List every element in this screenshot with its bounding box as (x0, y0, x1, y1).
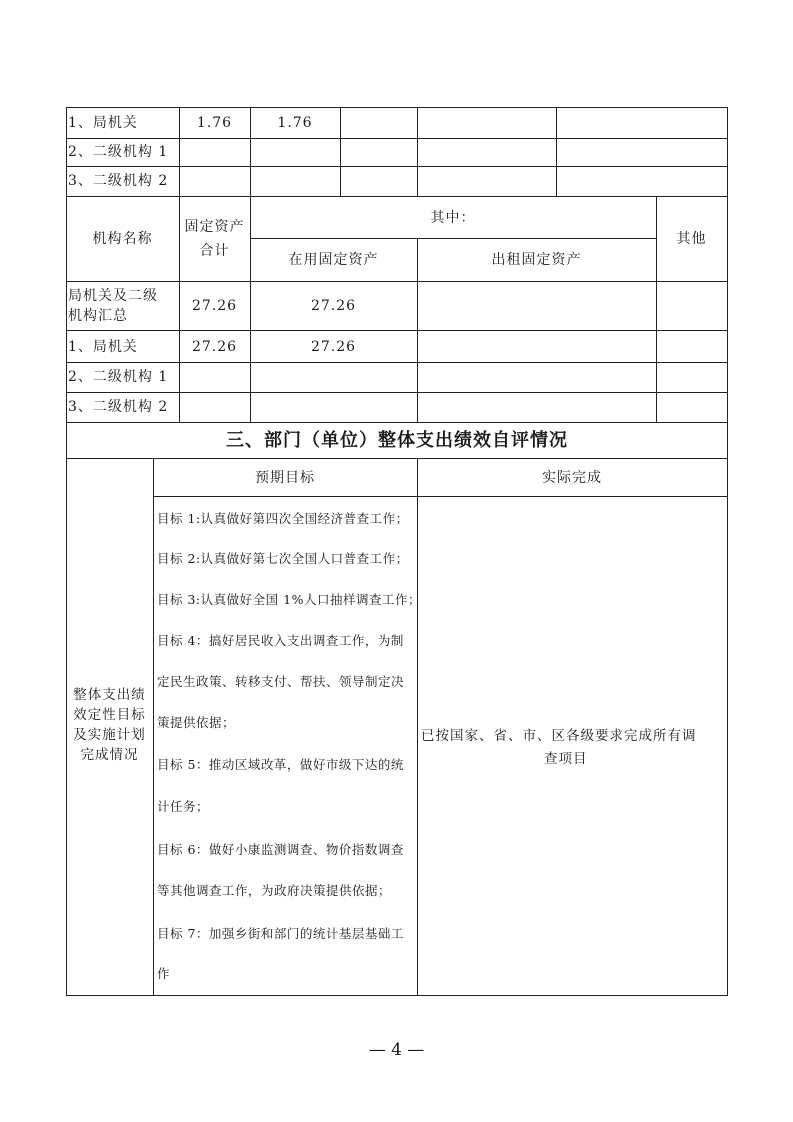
goal-line: 计任务； (157, 799, 210, 814)
goal-line: 等其他调查工作，为政府决策提供依据； (157, 883, 392, 898)
table-cell-value: 1.76 (196, 115, 233, 131)
header-total-line2: 合计 (199, 243, 230, 259)
goal-line: 目标 1:认真做好第四次全国经济普查工作； (157, 511, 409, 526)
goal-line: 策提供依据； (157, 715, 236, 730)
left-label-line: 完成情况 (80, 747, 139, 763)
header-total-line1: 固定资产 (184, 219, 245, 235)
left-label-line: 效定性目标 (73, 707, 146, 723)
table-row-label: 3、二级机构 2 (68, 399, 169, 415)
table-cell-value: 27.26 (191, 339, 238, 355)
goal-line: 目标 4：搞好居民收入支出调查工作，为制 (157, 633, 404, 648)
expected-header: 预期目标 (255, 470, 315, 486)
goal-line: 目标 6：做好小康监测调查、物价指数调查 (157, 842, 404, 857)
header-org-name: 机构名称 (92, 231, 153, 247)
header-in-use: 在用固定资产 (288, 252, 379, 268)
table-cell-value: 27.26 (310, 339, 357, 355)
table-cell-value: 1.76 (277, 115, 313, 131)
table-row-label: 3、二级机构 2 (68, 173, 169, 189)
page-number: — 4 — (368, 1040, 425, 1060)
actual-text-line: 查项目 (544, 751, 588, 767)
table-row-label: 1、局机关 (68, 339, 138, 355)
left-label-line: 整体支出绩 (73, 687, 146, 703)
goal-line: 定民生政策、转移支付、帮扶、领导制定决 (157, 674, 405, 689)
table-row-label: 2、二级机构 1 (68, 144, 169, 160)
actual-text-line: 已按国家、省、市、区各级要求完成所有调 (421, 728, 697, 744)
table-cell-value: 27.26 (310, 298, 357, 314)
table-row-label: 局机关及二级 (68, 288, 158, 304)
header-leased: 出租固定资产 (491, 252, 582, 268)
table-row-label: 机构汇总 (68, 308, 128, 324)
left-label-line: 及实施计划 (73, 727, 146, 743)
goal-line: 目标 5：推动区域改革，做好市级下达的统 (157, 757, 404, 772)
goal-line: 目标 3:认真做好全国 1%人口抽样调查工作； (157, 592, 421, 607)
table-cell-value: 27.26 (191, 298, 238, 314)
actual-header: 实际完成 (542, 470, 602, 486)
table-row-label: 1、局机关 (68, 115, 138, 131)
header-of-which: 其中： (430, 210, 476, 226)
table-row-label: 2、二级机构 1 (68, 369, 169, 385)
goal-line: 作 (157, 966, 171, 981)
goal-line: 目标 2:认真做好第七次全国人口普查工作； (157, 551, 409, 566)
section-title: 三、部门（单位）整体支出绩效自评情况 (226, 430, 568, 451)
header-other: 其他 (676, 231, 707, 247)
goal-line: 目标 7：加强乡街和部门的统计基层基础工 (157, 926, 404, 941)
